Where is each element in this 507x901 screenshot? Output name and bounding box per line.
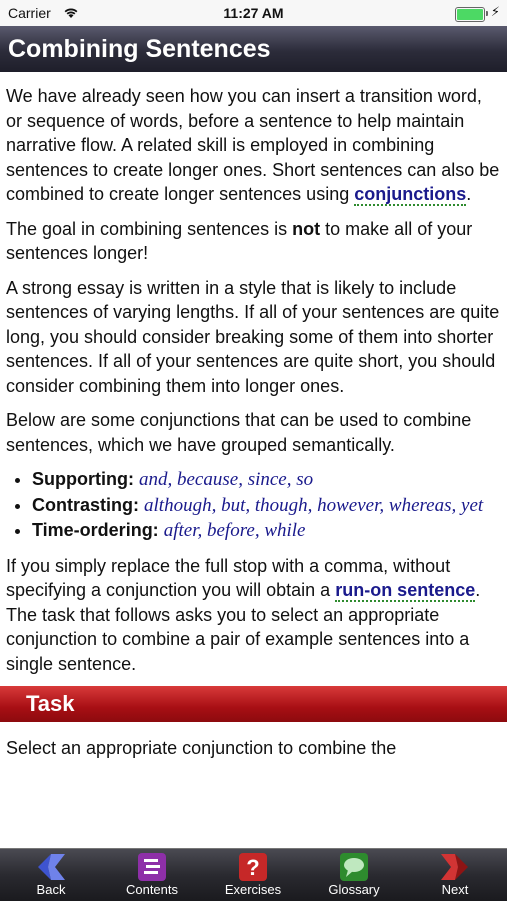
charging-icon: ⚡ xyxy=(490,4,500,19)
svg-text:?: ? xyxy=(246,855,260,880)
paragraph-strong-essay: A strong essay is written in a style that is likely to include sentences of varying lengths. If all of your sentences are quite long, you should consider breaking some of them into shorter sentences. If all of your sentences are quite short, you should consider combining them into longer ones. xyxy=(6,277,500,396)
carrier-label: Carrier xyxy=(8,5,51,21)
task-heading: Task xyxy=(0,686,507,722)
next-arrow-icon xyxy=(439,851,471,883)
glossary-icon xyxy=(338,851,370,883)
contents-label: Contents xyxy=(125,882,179,897)
list-item-contrasting: • Contrasting: although, but, though, however, whereas, yet xyxy=(32,493,501,519)
back-label: Back xyxy=(36,882,66,897)
next-label: Next xyxy=(441,882,469,897)
glossary-label: Glossary xyxy=(328,882,380,897)
next-button[interactable] xyxy=(405,849,505,901)
contents-icon xyxy=(136,851,168,883)
back-button[interactable] xyxy=(1,849,101,901)
status-bar xyxy=(0,0,507,26)
exercises-button[interactable] xyxy=(203,849,303,901)
content-area[interactable] xyxy=(0,72,507,848)
list-item-supporting: • Supporting: and, because, since, so xyxy=(32,467,501,493)
contents-button[interactable] xyxy=(102,849,202,901)
glossary-button[interactable] xyxy=(304,849,404,901)
bottom-toolbar xyxy=(0,848,507,901)
paragraph-conjunctions-intro: Below are some conjunctions that can be used to combine sentences, which we have grouped semantically. xyxy=(6,410,472,455)
conjunction-list xyxy=(6,467,501,544)
page-title: Combining Sentences xyxy=(8,35,271,63)
exercises-icon xyxy=(237,851,269,883)
paragraph-run-on: If you simply replace the full stop with a comma, without specifying a conjunction you will obtain a run-on sentence. The task that follows asks you to select an appropriate conjunction to combine a pair of example sentences into a single sentence. xyxy=(6,555,481,674)
paragraph-goal: The goal in combining sentences is not to make all of your sentences longer! xyxy=(6,218,473,263)
list-item-time-ordering: • Time-ordering: after, before, while xyxy=(32,518,501,544)
back-arrow-icon xyxy=(35,851,67,883)
clock: 11:27 AM xyxy=(223,5,284,21)
emphasis-not: not xyxy=(292,218,321,239)
title-bar xyxy=(0,26,507,72)
link-run-on-sentence[interactable]: run-on sentence xyxy=(335,580,476,600)
task-instructions: Select an appropriate conjunction to combine the xyxy=(6,738,397,758)
link-conjunctions[interactable]: conjunctions xyxy=(354,184,467,204)
battery-icon xyxy=(455,7,485,22)
paragraph-intro: We have already seen how you can insert a transition word, or sequence of words, before a sentence to help maintain narrative flow. A related skill is employed in combining sentences to create longer ones. Short sentences can also be combined to create longer sentences using conjunctions. xyxy=(6,86,500,204)
exercises-label: Exercises xyxy=(224,882,282,897)
